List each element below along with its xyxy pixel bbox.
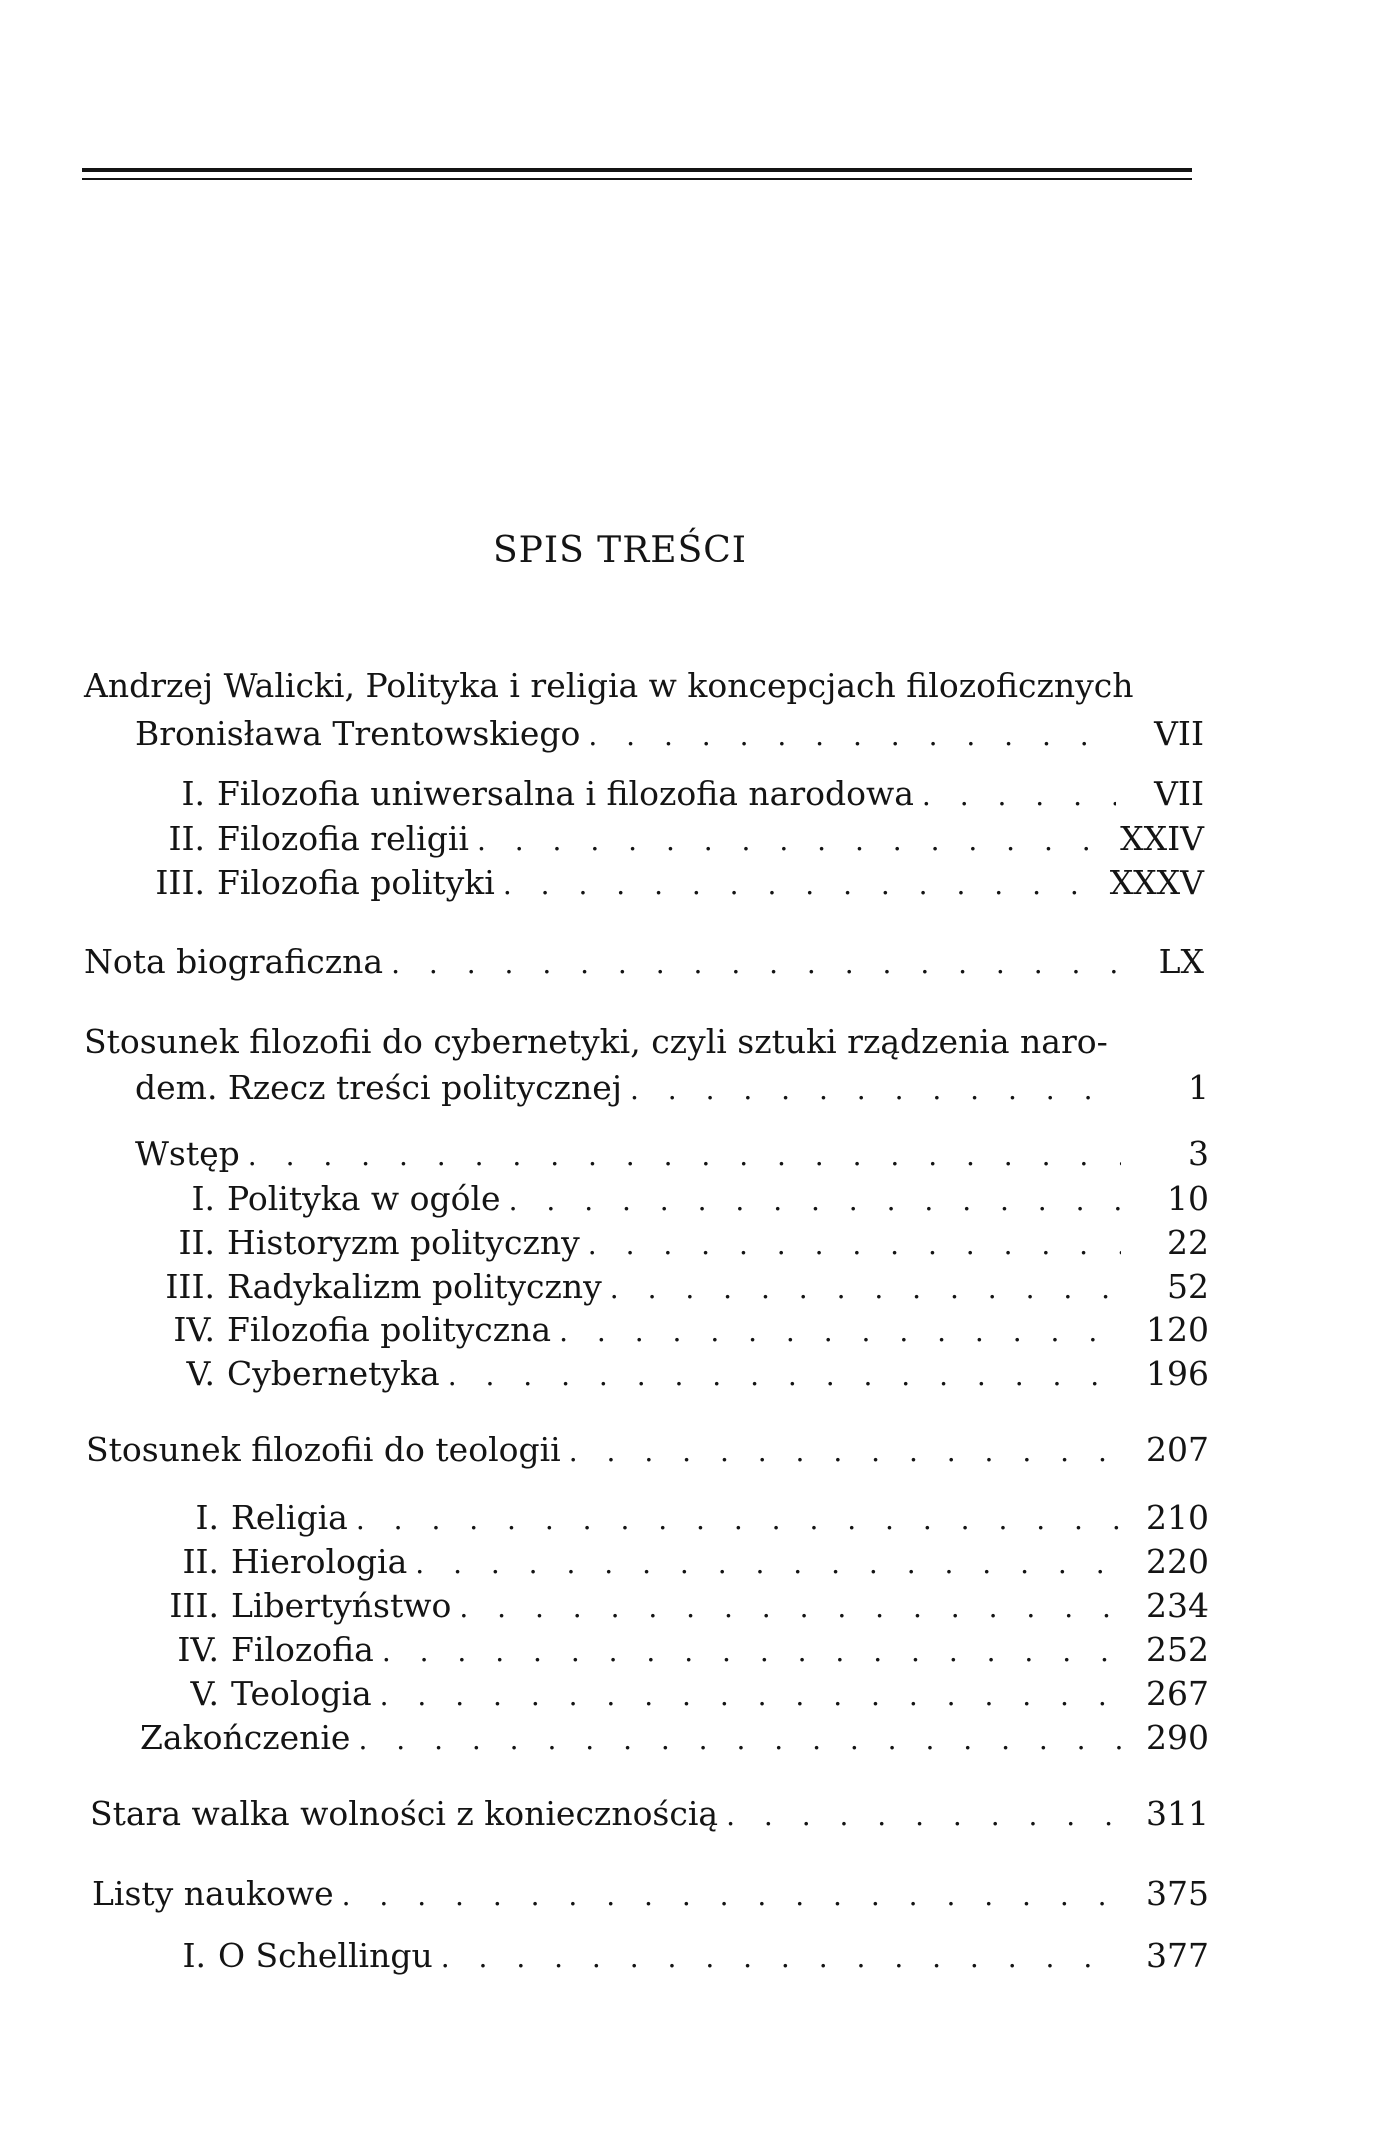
header-rule-thick [82, 168, 1192, 172]
page-number: 377 [1146, 1936, 1209, 1975]
toc-entry: V. Teologia . . . 267 [135, 1670, 1209, 1718]
page-number: 267 [1146, 1674, 1209, 1713]
page-number: 234 [1146, 1586, 1209, 1625]
page-number: XXIV [1120, 819, 1204, 858]
page-number: 22 [1167, 1223, 1209, 1262]
toc-entry: IV. Filozofia . . . 252 [135, 1626, 1209, 1674]
page-number: 252 [1146, 1630, 1209, 1669]
toc-entry-stara-walka: Stara walka wolności z koniecznością . . . 311 [90, 1790, 1209, 1838]
toc-entry: II. Historyzm polityczny . . . 22 [135, 1219, 1209, 1267]
page-number: 120 [1146, 1310, 1209, 1349]
page-number: 52 [1167, 1267, 1209, 1306]
toc-entry: I. Polityka w ogóle . . . 10 [135, 1175, 1209, 1223]
page-number: XXXV [1109, 863, 1204, 902]
page-number: 207 [1146, 1430, 1209, 1469]
page-number: 220 [1146, 1542, 1209, 1581]
toc-entry: I. Filozofia uniwersalna i filozofia narodowa . . . VII [135, 770, 1204, 818]
toc-entry: Wstęp . . . 3 [135, 1130, 1209, 1178]
toc-entry: II. Hierologia . . . 220 [135, 1538, 1209, 1586]
toc-entry-walicki-line1: Andrzej Walicki, Polityka i religia w koncepcjach filozoficznych [84, 666, 1134, 705]
toc-entry: V. Cybernetyka . . . 196 [135, 1350, 1209, 1398]
toc-entry: Zakończenie . . . 290 [140, 1714, 1209, 1762]
page-number: 210 [1146, 1498, 1209, 1537]
toc-entry-cybernetyka: dem. Rzecz treści politycznej . . . 1 [135, 1064, 1209, 1112]
toc-entry-teologia: Stosunek filozofii do teologii . . . 207 [86, 1426, 1209, 1474]
page-number: 10 [1167, 1179, 1209, 1218]
toc-entry: I. Religia . . . 210 [135, 1494, 1209, 1542]
toc-entry: II. Filozofia religii . . . XXIV [135, 815, 1204, 863]
page-number: 3 [1188, 1134, 1209, 1173]
toc-entry: III. Filozofia polityki . . . XXXV [135, 859, 1204, 907]
toc-entry: IV. Filozofia polityczna . . . 120 [135, 1306, 1209, 1354]
toc-entry-walicki: Bronisława Trentowskiego . . . VII [135, 710, 1204, 758]
toc-entry-listy: Listy naukowe . . . 375 [92, 1870, 1209, 1918]
page-number: 290 [1146, 1718, 1209, 1757]
page-number: VII [1154, 714, 1204, 753]
toc-entry-nota: Nota biograficzna . . . LX [84, 938, 1204, 986]
page-number: 311 [1146, 1794, 1209, 1833]
page-number: 196 [1146, 1354, 1209, 1393]
page-number: 375 [1146, 1874, 1209, 1913]
header-rule-thin [82, 178, 1192, 180]
page-number: LX [1158, 942, 1204, 981]
page-number: 1 [1188, 1068, 1209, 1107]
toc-entry: III. Libertyństwo . . . 234 [135, 1582, 1209, 1630]
toc-entry: III. Radykalizm polityczny . . . 52 [135, 1263, 1209, 1311]
page-title: SPIS TREŚCI [492, 530, 748, 571]
toc-entry-cybernetyka-line1: Stosunek filozofii do cybernetyki, czyli sztuki rządzenia naro- [84, 1022, 1108, 1061]
toc-entry: I. O Schellingu . . . 377 [160, 1932, 1209, 1980]
page-number: VII [1154, 774, 1204, 813]
